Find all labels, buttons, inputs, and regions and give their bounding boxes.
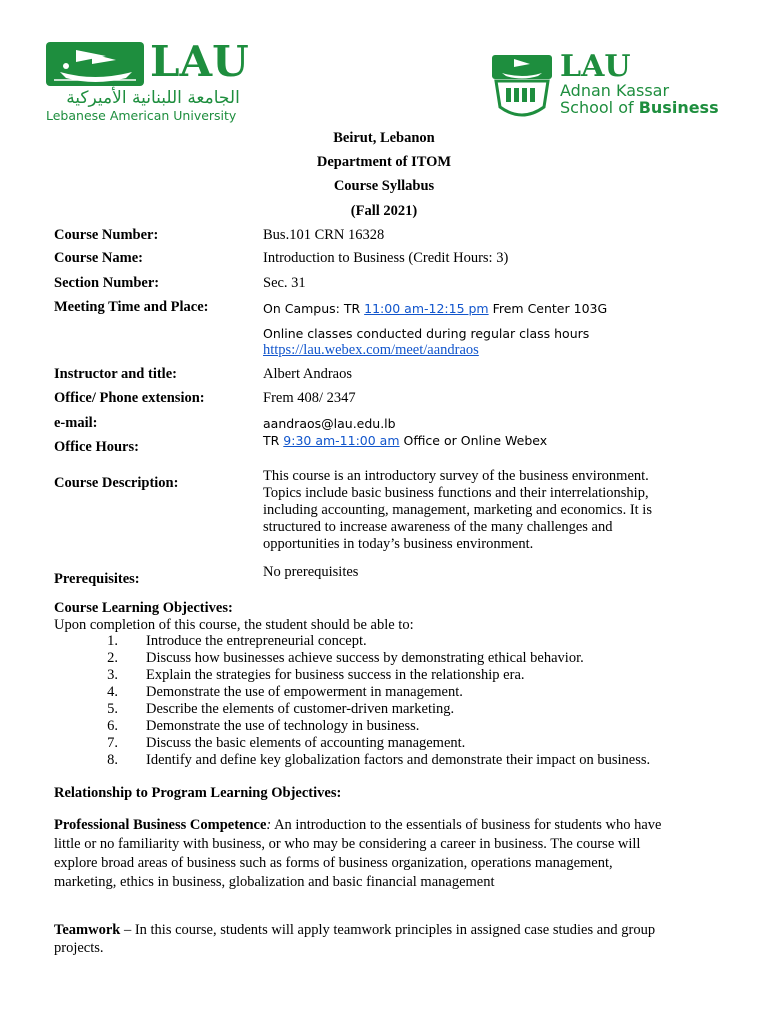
- school-name-line1: Adnan Kassar: [560, 81, 670, 100]
- pbc-line: little or no familiarity with business, or who may be considering a career in business. The course will: [54, 836, 641, 852]
- course-description-label: Course Description:: [54, 475, 179, 491]
- pbc-title: Professional Business Competence: [54, 817, 267, 833]
- term: (Fall 2021): [350, 203, 418, 219]
- document-title: Course Syllabus: [333, 178, 435, 194]
- teamwork-line: Teamwork – In this course, students will apply teamwork principles in assigned case studies and group: [54, 922, 656, 938]
- prerequisites-label: Prerequisites:: [54, 571, 140, 587]
- objectives-heading: Course Learning Objectives:: [54, 600, 233, 616]
- office-label: Office/ Phone extension:: [54, 390, 205, 406]
- section-number: Sec. 31: [263, 275, 306, 291]
- pbc-line: Professional Business Competence: An introduction to the essentials of business for students who have: [54, 817, 662, 833]
- description-line: structured to increase awareness of the many challenges and: [263, 519, 613, 535]
- prerequisites: No prerequisites: [263, 564, 359, 580]
- department: Department of ITOM: [316, 154, 452, 170]
- teamwork-paragraph: [54, 921, 734, 957]
- business-school-logo: [492, 49, 724, 125]
- program-objectives-heading: Relationship to Program Learning Objectives:: [54, 785, 342, 801]
- teamwork-line: projects.: [54, 940, 104, 956]
- meeting-label: Meeting Time and Place:: [54, 299, 209, 315]
- school-emblem-icon: [492, 55, 552, 123]
- school-name-line2: School of Business: [560, 98, 719, 117]
- description-line: This course is an introductory survey of the business environment.: [263, 468, 649, 484]
- email-label: e-mail:: [54, 415, 98, 431]
- lau-wordmark: LAU: [150, 37, 249, 86]
- instructor-name: Albert Andraos: [263, 366, 352, 382]
- office-hours-label: Office Hours:: [54, 439, 139, 455]
- course-description: [263, 468, 723, 553]
- description-line: including accounting, management, marketing and economics. It is: [263, 502, 652, 518]
- lau-wordmark-small: LAU: [560, 49, 631, 84]
- meeting-time-place: On Campus: TR 11:00 am-12:15 pm Frem Center 103G: [263, 301, 608, 316]
- online-note: Online classes conducted during regular class hours: [263, 326, 590, 341]
- teamwork-title: Teamwork: [54, 922, 121, 938]
- ship-emblem-icon: [46, 42, 144, 86]
- office-hours: TR 9:30 am-11:00 am Office or Online Webex: [263, 433, 548, 448]
- objectives-list: 1. Introduce the entrepreneurial concept. 2. Discuss how businesses achieve success by demonstrating ethical behavior. 3. Explain the strategies for business success in the relationship era. 4. Demonstrate the use of empowerment in management. 5. Describe the elements of customer-driven marketing. 6. Demonstrate the use of technology in business. 7. Discuss the basic elements of accounting management. 8. Identify and define key globalization factors and demonstrate their impact on business.: [107, 633, 651, 768]
- section-label: Section Number:: [54, 275, 160, 291]
- location: Beirut, Lebanon: [333, 130, 435, 146]
- objectives-intro: Upon completion of this course, the student should be able to:: [54, 617, 414, 633]
- office-hours-time-link[interactable]: 9:30 am-11:00 am: [283, 433, 400, 448]
- office-phone: Frem 408/ 2347: [263, 390, 356, 406]
- pbc-line: marketing, ethics in business, globalization and basic financial management: [54, 874, 495, 890]
- webex-link[interactable]: https://lau.webex.com/meet/aandraos: [263, 342, 479, 358]
- arabic-university-name: الجامعة اللبنانية الأميركية: [66, 88, 240, 108]
- course-number-label: Course Number:: [54, 227, 159, 243]
- course-number: Bus.101 CRN 16328: [263, 227, 385, 243]
- lau-logo: [46, 37, 260, 126]
- course-name: Introduction to Business (Credit Hours: 3): [263, 250, 509, 266]
- instructor-label: Instructor and title:: [54, 366, 177, 382]
- university-name: Lebanese American University: [46, 108, 237, 123]
- pbc-paragraph: [54, 816, 734, 892]
- meeting-time-link[interactable]: 11:00 am-12:15 pm: [364, 301, 489, 316]
- pbc-line: explore broad areas of business such as forms of business organization, operations management,: [54, 855, 613, 871]
- description-line: opportunities in today’s business environment.: [263, 536, 534, 552]
- course-name-label: Course Name:: [54, 250, 143, 266]
- description-line: Topics include basic business functions and their interrelationship,: [263, 485, 649, 501]
- email-address[interactable]: aandraos@lau.edu.lb: [263, 416, 396, 431]
